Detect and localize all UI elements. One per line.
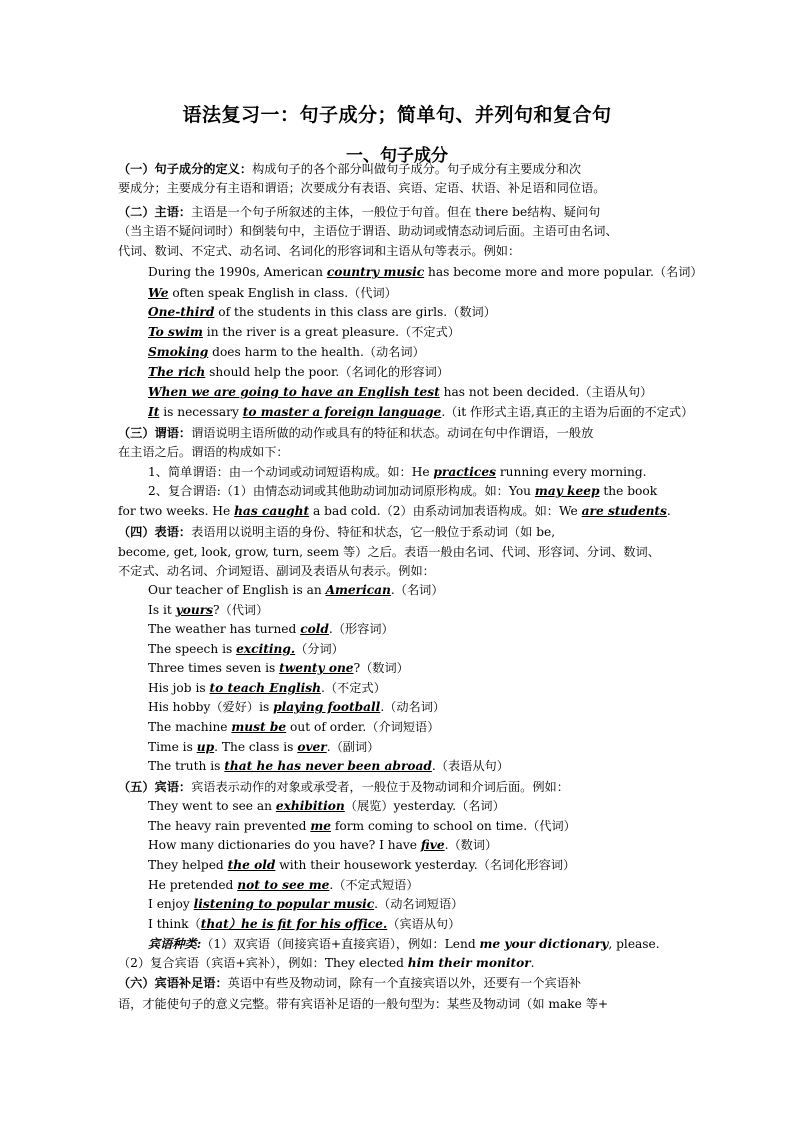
text-line	[118, 974, 678, 992]
text-segment: Our teacher of English is an	[148, 583, 326, 597]
highlighted-term: are students	[581, 504, 667, 518]
text-segment: They went to see an	[148, 799, 276, 813]
section-heading: （六）宾语补足语：	[118, 976, 228, 990]
text-segment: .（不定式）	[320, 681, 386, 695]
text-segment: .	[530, 956, 535, 970]
highlighted-term: up	[196, 740, 215, 754]
highlighted-term: To swim	[148, 325, 203, 339]
text-segment: 在主语之后。谓语的构成如下：	[118, 445, 289, 459]
highlighted-term: listening to popular music	[193, 897, 375, 911]
text-segment: does harm to the health.（动名词）	[208, 345, 425, 359]
highlighted-term: must be	[231, 720, 287, 734]
highlighted-term: When we are going to have an English test	[148, 385, 440, 399]
highlighted-term: exhibition	[275, 799, 345, 813]
text-line	[118, 523, 678, 541]
highlighted-term: playing football	[273, 700, 381, 714]
text-segment: He pretended	[148, 878, 238, 892]
text-segment: 2、复合谓语:（1）由情态动词或其他助动词加动词原形构成。如：You	[148, 484, 535, 498]
text-line	[118, 443, 678, 461]
text-segment: How many dictionaries do you have? I have	[148, 838, 421, 852]
text-segment: out of order.（介词短语）	[286, 720, 440, 734]
highlighted-term: One-third	[148, 305, 215, 319]
text-line	[118, 543, 678, 561]
text-segment: .（动名词短语）	[374, 897, 464, 911]
text-segment: The speech is	[148, 642, 237, 656]
text-segment: ?（代词）	[212, 603, 269, 617]
text-line	[118, 160, 678, 178]
text-line	[148, 463, 708, 481]
text-segment: 不定式、动名词、介词短语、副词及表语从句表示。例如：	[118, 564, 435, 578]
highlighted-term: the old	[227, 858, 276, 872]
text-segment: Three times seven is	[148, 661, 280, 675]
text-line	[148, 836, 708, 854]
text-segment: .（数词）	[444, 838, 498, 852]
highlighted-term: over	[297, 740, 327, 754]
text-line	[148, 601, 708, 619]
text-segment: （展览）yesterday.（名词）	[344, 799, 505, 813]
text-segment: 表语用以说明主语的身份、特征和状态，它一般位于系动词（如 be,	[191, 525, 556, 539]
text-segment: （分词）	[295, 642, 344, 656]
text-segment: running every morning.	[495, 465, 647, 479]
text-segment: me your dictionary	[479, 937, 609, 951]
text-segment: During the 1990s, American	[148, 265, 327, 279]
highlighted-term: exciting.	[236, 642, 296, 656]
text-segment: 宾语种类:	[148, 937, 202, 951]
text-line	[148, 640, 708, 658]
text-segment: （当主语不疑问词时）和倒装句中，主语位于谓语、助动词或情态动词后面。主语可由名词、	[118, 224, 618, 238]
text-segment: him their monitor	[407, 956, 531, 970]
text-line	[148, 323, 708, 341]
highlighted-term: five	[420, 838, 445, 852]
text-line	[148, 383, 708, 401]
text-segment: 语，才能使句子的意义完整。带有宾语补足语的一般句型为：某些及物动词（如 make 等+	[118, 997, 609, 1011]
section-title: 一、句子成分	[346, 146, 448, 166]
text-segment: .（形容词）	[328, 622, 394, 636]
text-line	[148, 303, 708, 321]
text-segment: 宾语表示动作的对象或承受者，一般位于及物动词和介词后面。例如：	[191, 780, 569, 794]
text-segment: The weather has turned	[148, 622, 301, 636]
highlighted-term: cold	[300, 622, 329, 636]
text-line	[148, 757, 708, 775]
text-line	[148, 876, 708, 894]
text-line	[118, 242, 678, 260]
highlighted-term: me	[310, 819, 331, 833]
section-heading: （二）主语：	[118, 205, 192, 219]
text-line	[148, 403, 708, 421]
text-line	[148, 895, 708, 913]
section-heading: （一）句子成分的定义：	[118, 162, 253, 176]
text-segment: should help the poor.（名词化的形容词）	[205, 365, 449, 379]
text-line	[118, 778, 678, 796]
text-line	[148, 935, 708, 953]
text-segment: .	[666, 504, 671, 518]
text-segment: .（不定式短语）	[329, 878, 419, 892]
highlighted-term: The rich	[148, 365, 206, 379]
text-segment: They helped	[148, 858, 228, 872]
highlighted-term: twenty one	[279, 661, 354, 675]
text-segment: .（it 作形式主语,真正的主语为后面的不定式）	[441, 405, 694, 419]
text-segment: for two weeks. He	[118, 504, 235, 518]
highlighted-term: may keep	[534, 484, 600, 498]
text-segment: form coming to school on time.（代词）	[330, 819, 576, 833]
text-segment: a bad cold.（2）由系动词加表语构成。如：We	[309, 504, 582, 518]
highlighted-term: It	[148, 405, 160, 419]
highlighted-term: country music	[326, 265, 425, 279]
highlighted-term: that he has never been abroad	[224, 759, 432, 773]
highlighted-term: American	[325, 583, 391, 597]
text-segment: the book	[599, 484, 658, 498]
text-line	[118, 222, 678, 240]
text-line	[148, 263, 708, 281]
text-segment: Is it	[148, 603, 176, 617]
text-segment: often speak English in class.（代词）	[168, 286, 397, 300]
text-segment: （1）双宾语（间接宾语+直接宾语），例如：Lend	[201, 937, 480, 951]
text-line	[148, 679, 708, 697]
text-segment: Time is	[148, 740, 197, 754]
text-line	[148, 343, 708, 361]
section-heading: （三）谓语：	[118, 426, 192, 440]
text-segment: , please.	[608, 937, 660, 951]
text-segment: has become more and more popular.（名词）	[424, 265, 703, 279]
text-line	[118, 502, 678, 520]
highlighted-term: Smoking	[148, 345, 209, 359]
text-segment: The machine	[148, 720, 232, 734]
text-line	[118, 562, 678, 580]
text-segment: .（表语从句）	[431, 759, 509, 773]
text-segment: His hobby（爱好）is	[148, 700, 274, 714]
text-line	[118, 203, 678, 221]
highlighted-term: to teach English	[209, 681, 321, 695]
text-segment: is necessary	[159, 405, 243, 419]
text-segment: 要成分；主要成分有主语和谓语；次要成分有表语、宾语、定语、状语、补足语和同位语。	[118, 181, 606, 195]
text-line	[148, 698, 708, 716]
text-segment: The heavy rain prevented	[148, 819, 311, 833]
text-segment: become, get, look, grow, turn, seem 等）之后。表语一般由名词、代词、形容词、分词、数词、	[118, 545, 660, 559]
text-segment: ?（数词）	[353, 661, 409, 675]
text-line	[118, 954, 678, 972]
text-segment: I enjoy	[148, 897, 194, 911]
text-segment: .（名词）	[390, 583, 444, 597]
highlighted-term: has caught	[234, 504, 310, 518]
text-segment: The truth is	[148, 759, 225, 773]
text-segment: I think（	[148, 917, 201, 931]
text-line	[118, 179, 678, 197]
section-heading: （四）表语：	[118, 525, 192, 539]
text-segment: 谓语说明主语所做的动作或具有的特征和状态。动词在句中作谓语，一般放	[191, 426, 594, 440]
text-segment: （宾语从句）	[387, 917, 461, 931]
text-line	[148, 797, 708, 815]
highlighted-term: yours	[175, 603, 213, 617]
text-line	[118, 995, 678, 1013]
text-segment: （2）复合宾语（宾语+宾补），例如：They elected	[118, 956, 408, 970]
text-segment: of the students in this class are girls.（数词）	[214, 305, 496, 319]
text-line	[148, 718, 708, 736]
text-segment: . The class is	[214, 740, 298, 754]
highlighted-term: that）he is fit for his office.	[200, 917, 388, 931]
text-segment: .（动名词）	[380, 700, 446, 714]
text-segment: His job is	[148, 681, 210, 695]
text-segment: 构成句子的各个部分叫做句子成分。句子成分有主要成分和次	[252, 162, 582, 176]
text-segment: 1、简单谓语：由一个动词或动词短语构成。如：He	[148, 465, 434, 479]
text-line	[148, 915, 708, 933]
highlighted-term: We	[148, 286, 169, 300]
highlighted-term: practices	[433, 465, 496, 479]
text-segment: .（副词）	[326, 740, 380, 754]
text-line	[148, 581, 708, 599]
text-line	[148, 363, 708, 381]
text-line	[148, 482, 708, 500]
highlighted-term: to master a foreign language	[242, 405, 442, 419]
page-title: 语法复习一：句子成分；简单句、并列句和复合句	[182, 104, 612, 126]
text-line	[148, 856, 708, 874]
text-segment: 代词、数词、不定式、动名词、名词化的形容词和主语从句等表示。例如：	[118, 244, 521, 258]
text-line	[148, 817, 708, 835]
section-heading: （五）宾语：	[118, 780, 192, 794]
text-line	[148, 284, 708, 302]
text-segment: has not been decided.（主语从句）	[439, 385, 653, 399]
text-line	[148, 659, 708, 677]
text-segment: in the river is a great pleasure.（不定式）	[202, 325, 460, 339]
text-segment: 主语是一个句子所叙述的主体，一般位于句首。但在 there be结构、疑问句	[191, 205, 601, 219]
text-line	[148, 738, 708, 756]
text-line	[148, 620, 708, 638]
text-segment: with their housework yesterday.（名词化形容词）	[275, 858, 576, 872]
text-segment: 英语中有些及物动词，除有一个直接宾语以外，还要有一个宾语补	[227, 976, 582, 990]
text-line	[118, 424, 678, 442]
highlighted-term: not to see me	[237, 878, 330, 892]
